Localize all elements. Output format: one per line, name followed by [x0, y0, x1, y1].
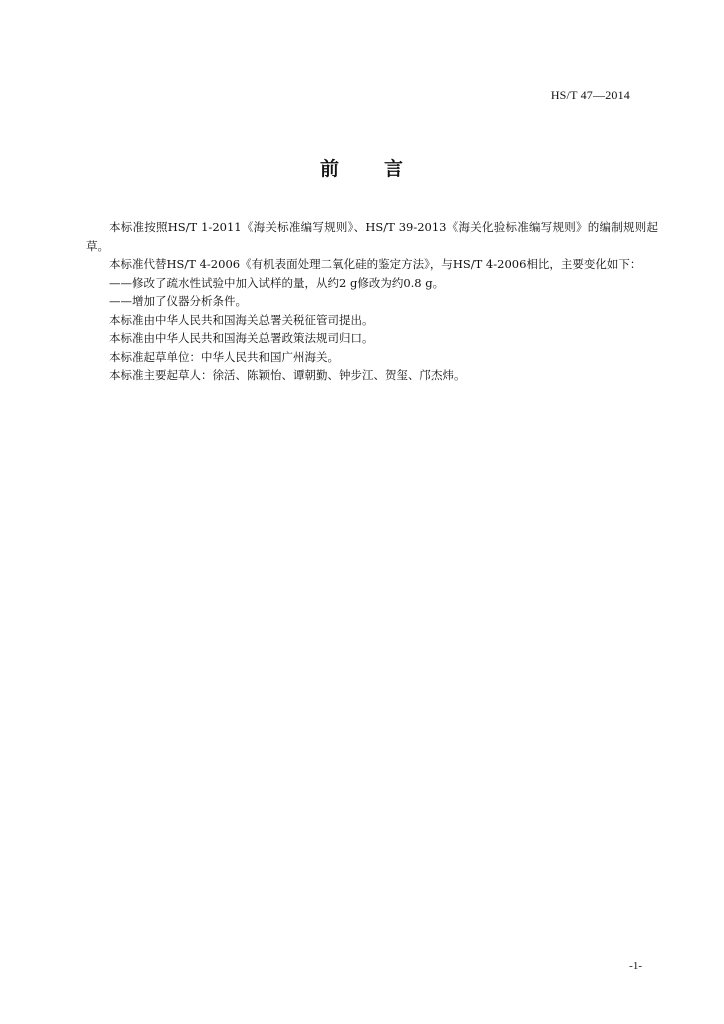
- paragraph-centralized-by: 本标准由中华人民共和国海关总署政策法规司归口。: [109, 331, 374, 345]
- paragraph-change-1: ——修改了疏水性试验中加入试样的量，从约2 g修改为约0.8 g。: [109, 275, 445, 290]
- title-char-1: 前: [319, 158, 340, 180]
- paragraph-drafting-rules: 本标准按照HS/T 1-2011《海关标准编写规则》、HS/T 39-2013《海关化验标准编写规则》的编制规则起草。: [86, 220, 658, 253]
- page-number: -1-: [629, 960, 642, 972]
- title-char-2: 言: [384, 158, 405, 180]
- paragraph-drafting-unit: 本标准起草单位：中华人民共和国广州海关。: [109, 349, 339, 364]
- document-code: HS/T 47—2014: [550, 88, 630, 102]
- paragraph-drafters: 本标准主要起草人：徐活、陈颖怡、谭朝勤、钟步江、贺玺、邝杰炜。: [109, 368, 466, 382]
- page-title: [0, 154, 724, 181]
- paragraph-proposed-by: 本标准由中华人民共和国海关总署关税征管司提出。: [109, 312, 374, 327]
- paragraph-replaces: 本标准代替HS/T 4-2006《有机表面处理二氧化硅的鉴定方法》，与HS/T 4-2006相比，主要变化如下：: [109, 257, 642, 271]
- foreword-body: [86, 218, 658, 385]
- paragraph-change-2: ——增加了仪器分析条件。: [109, 294, 247, 308]
